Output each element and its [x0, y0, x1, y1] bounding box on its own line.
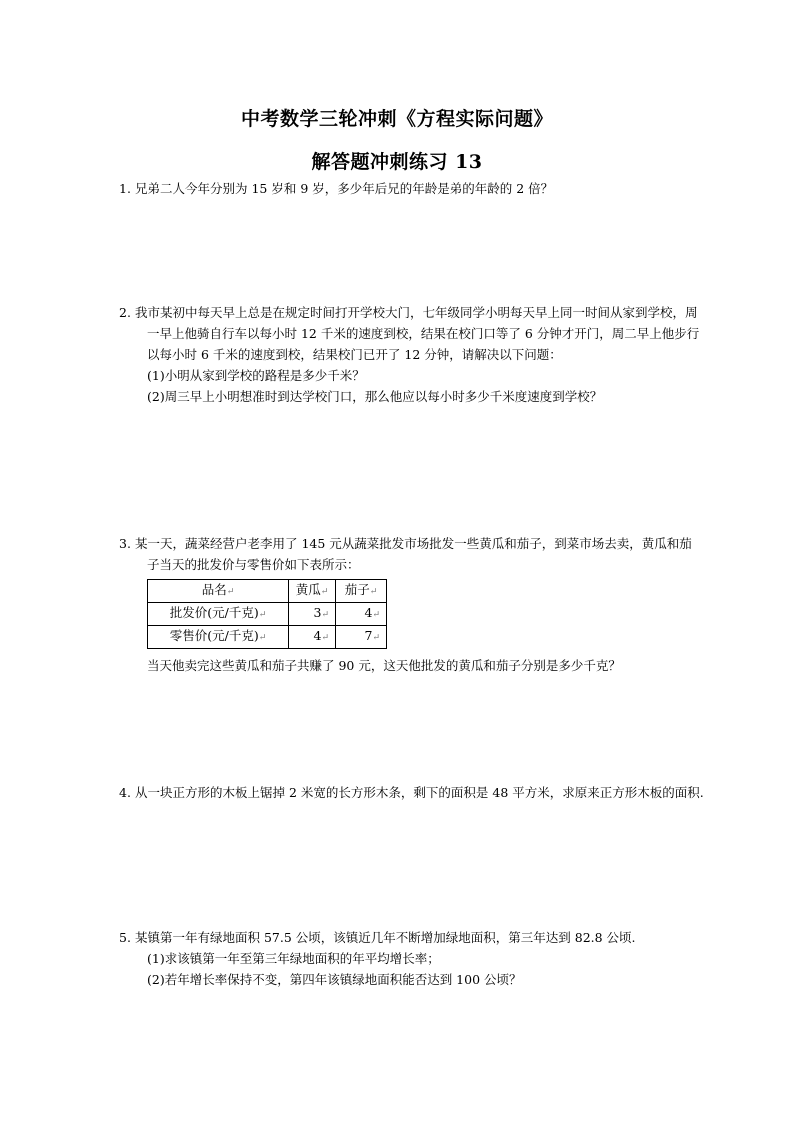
question-3-follow-up: 当天他卖完这些黄瓜和茄子共赚了 90 元，这天他批发的黄瓜和茄子分别是多少千克？ — [147, 658, 621, 673]
question-5-sub-1: (1)求该镇第一年至第三年绿地面积的年平均增长率； — [147, 951, 440, 966]
question-1-stem — [119, 178, 704, 199]
table-header-cell: 茄子↵ — [336, 580, 387, 603]
question-5-number: 5. — [119, 930, 131, 945]
question-3-text: 某一天，蔬菜经营户老李用了 145 元从蔬菜批发市场批发一些黄瓜和茄子，到菜市场去卖，黄瓜和茄子当天的批发价与零售价如下表所示： — [135, 536, 692, 572]
question-2-sub-1: (1)小明从家到学校的路程是多少千米？ — [147, 368, 365, 383]
question-5-sub-2: (2)若年增长率保持不变，第四年该镇绿地面积能否达到 100 公顷？ — [147, 972, 522, 987]
question-3 — [119, 533, 704, 676]
table-header-cell: 品名↵ — [148, 580, 289, 603]
question-2-sub-2: (2)周三早上小明想准时到达学校门口，那么他应以每小时多少千米度速度到学校？ — [147, 389, 603, 404]
question-1-number: 1. — [119, 181, 131, 196]
question-2-stem — [119, 302, 704, 365]
question-4-stem — [119, 782, 704, 803]
table-cell: 4↵ — [336, 603, 387, 626]
table-cell: 7↵ — [336, 626, 387, 649]
table-cell: 零售价(元/千克)↵ — [148, 626, 289, 649]
price-table-header-row — [148, 580, 387, 603]
table-cell: 批发价(元/千克)↵ — [148, 603, 289, 626]
question-2 — [119, 302, 704, 407]
question-2-number: 2. — [119, 305, 131, 320]
question-1 — [119, 178, 704, 199]
price-table — [147, 579, 387, 649]
table-cell: 3↵ — [289, 603, 336, 626]
question-2-text: 我市某初中每天早上总是在规定时间打开学校大门，七年级同学小明每天早上同一时间从家到学校，周一早上他骑自行车以每小时 12 千米的速度到校，结果在校门口等了 6 分钟才开门，周二早上他步行以每小时 6 千米的速度到校，结果校门已开了 12 分钟，请解决以下问题： — [135, 305, 700, 362]
question-5-text: 某镇第一年有绿地面积 57.5 公顷，该镇近几年不断增加绿地面积，第三年达到 82.8 公顷. — [135, 930, 636, 945]
table-row — [148, 626, 387, 649]
table-header-cell: 黄瓜↵ — [289, 580, 336, 603]
table-row — [148, 603, 387, 626]
page-subtitle: 解答题冲刺练习 13 — [311, 151, 483, 173]
question-3-stem — [119, 533, 704, 575]
page-title: 中考数学三轮冲刺《方程实际问题》 — [240, 108, 553, 130]
table-cell: 4↵ — [289, 626, 336, 649]
question-4-text: 从一块正方形的木板上锯掉 2 米宽的长方形木条，剩下的面积是 48 平方米，求原来正方形木板的面积. — [135, 785, 704, 800]
question-5-stem — [119, 927, 704, 948]
question-1-text: 兄弟二人今年分别为 15 岁和 9 岁，多少年后兄的年龄是弟的年龄的 2 倍？ — [135, 181, 554, 196]
question-3-number: 3. — [119, 536, 131, 551]
question-4-number: 4. — [119, 785, 131, 800]
question-4 — [119, 782, 704, 803]
question-5 — [119, 927, 704, 990]
